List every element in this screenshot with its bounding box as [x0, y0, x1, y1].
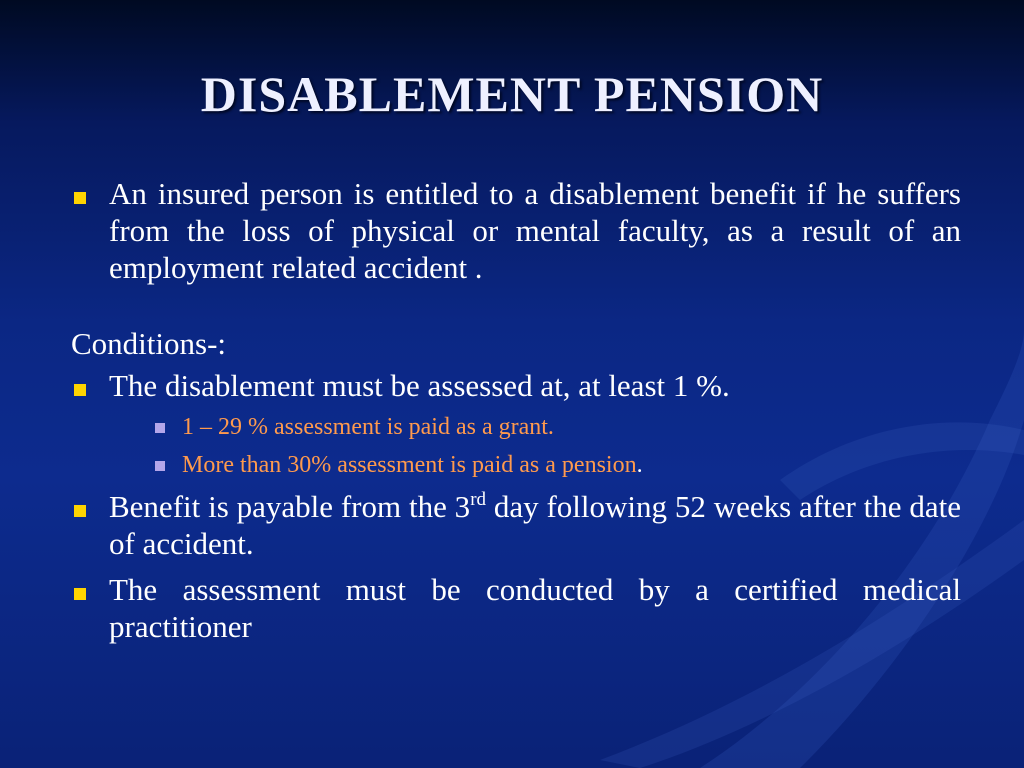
bullet-text: The disablement must be assessed at, at least 1 %.: [109, 368, 730, 403]
sub-bullet-text: More than 30% assessment is paid as a pension: [182, 452, 637, 478]
bullet-square-icon: [74, 588, 86, 600]
bullet-text-after: day following 52 weeks after the date of accident.: [109, 489, 961, 561]
bullet-item-assessment: [71, 367, 961, 404]
slide-title: DISABLEMENT PENSION: [200, 66, 824, 122]
bullet-square-icon: [74, 505, 86, 517]
sub-bullet-text: 1 – 29 % assessment is paid as a grant.: [182, 414, 554, 440]
sub-bullet-grant: [155, 412, 961, 442]
bullet-text: The assessment must be conducted by a certified medical practitioner: [109, 572, 961, 644]
bullet-item-payable: [71, 488, 961, 562]
sub-bullet-pension: [155, 450, 961, 480]
bullet-item-entitlement: [71, 175, 961, 286]
bullet-text-before: Benefit is payable from the 3: [109, 489, 471, 524]
sub-bullet-square-icon: [155, 423, 165, 433]
bullet-square-icon: [74, 192, 86, 204]
ordinal-superscript: rd: [470, 489, 487, 510]
bullet-text: An insured person is entitled to a disablement benefit if he suffers from the loss of physical or mental faculty, as a result of an employment related accident .: [109, 176, 961, 285]
slide-content: [71, 175, 961, 645]
sub-bullet-period: .: [636, 452, 643, 478]
conditions-heading: Conditions-:: [71, 326, 227, 361]
bullet-square-icon: [74, 384, 86, 396]
bullet-item-practitioner: [71, 571, 961, 645]
sub-bullet-square-icon: [155, 461, 165, 471]
